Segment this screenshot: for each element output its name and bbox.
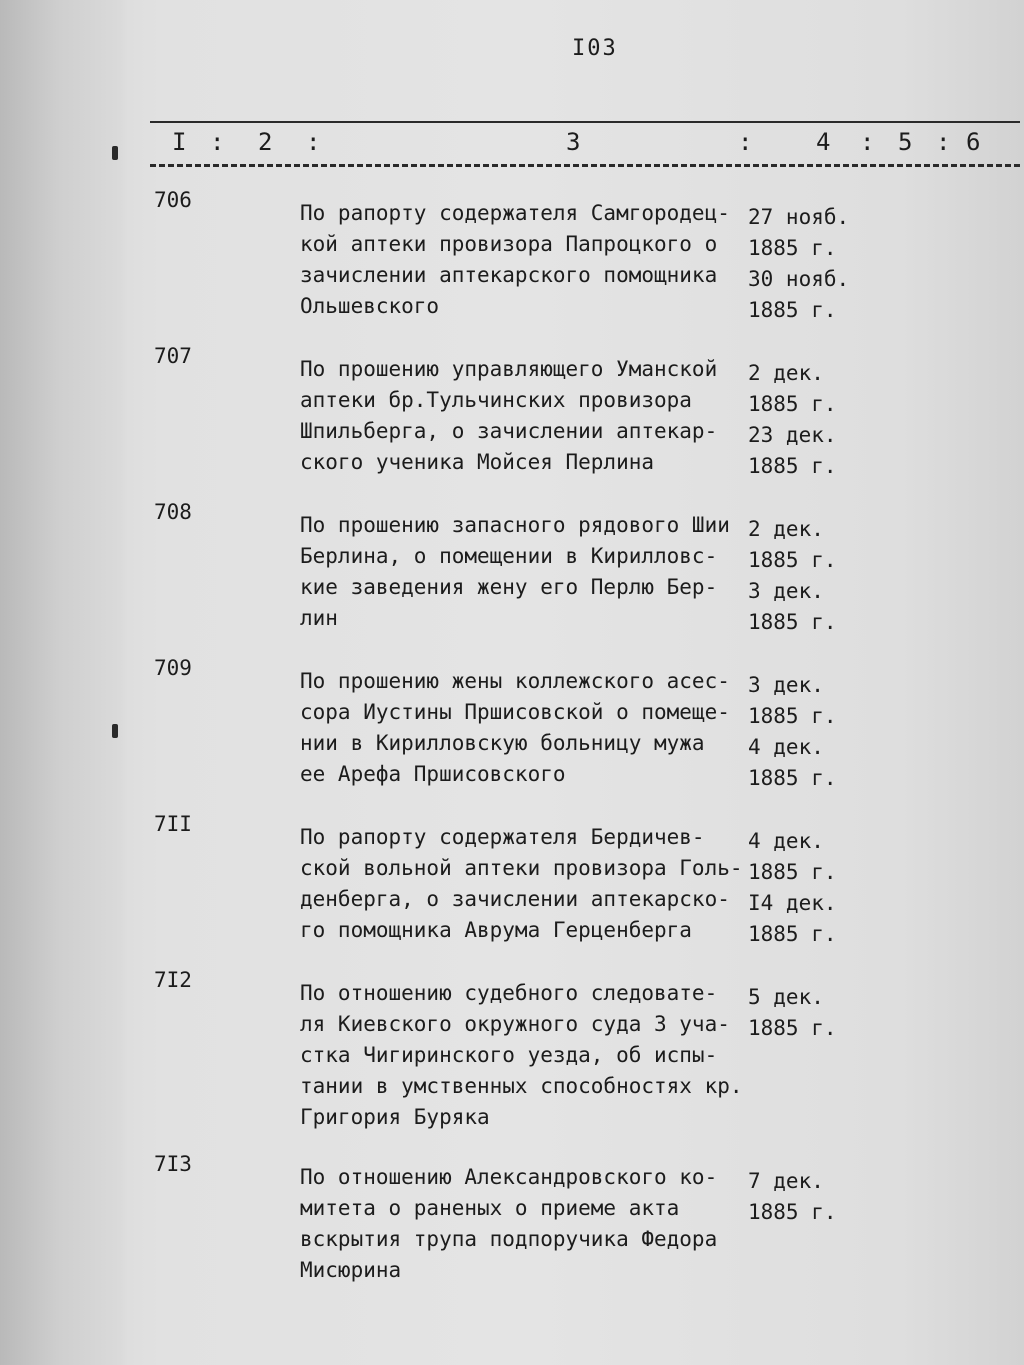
entry-text-line: ля Киевского окружного суда 3 уча- (300, 1012, 730, 1036)
entry-text-line: По рапорту содержателя Бердичев- (300, 825, 705, 849)
entry-description (300, 198, 730, 322)
entry-date-start: 4 дек. (748, 829, 824, 853)
entry-text-line: По отношению судебного следовате- (300, 981, 718, 1005)
entry-number: 7II (154, 812, 192, 836)
entry-date-start-year: 1885 г. (748, 704, 837, 728)
entry-description (300, 978, 743, 1133)
entry-text-line: лин (300, 606, 338, 630)
entry-text-line: стка Чигиринского уезда, об испы- (300, 1043, 718, 1067)
entry-date-start: 5 дек. (748, 985, 824, 1009)
entry-date-start-year: 1885 г. (748, 236, 837, 260)
header-rule-bottom (150, 164, 1020, 167)
column-separator: : (738, 128, 753, 156)
entry-dates (748, 670, 837, 794)
entry-text-line: вскрытия трупа подпоручика Федора (300, 1227, 718, 1251)
page-spine-shadow (0, 0, 128, 1365)
entry-date-start-year: 1885 г. (748, 1200, 837, 1224)
entry-dates (748, 358, 837, 482)
entry-dates (748, 1166, 837, 1228)
entry-description (300, 1162, 717, 1286)
entry-date-end-year: 1885 г. (748, 922, 837, 946)
entry-number: 706 (154, 188, 192, 212)
entry-dates (748, 826, 837, 950)
entry-date-start: 3 дек. (748, 673, 824, 697)
binding-hole (112, 724, 118, 738)
entry-number: 709 (154, 656, 192, 680)
entry-text-line: По прошению жены коллежского асес- (300, 669, 730, 693)
entry-text-line: нии в Кирилловскую больницу мужа (300, 731, 705, 755)
entry-dates (748, 982, 837, 1044)
page-number: I03 (572, 36, 618, 61)
entry-description (300, 354, 717, 478)
entry-text-line: ской вольной аптеки провизора Голь- (300, 856, 743, 880)
entry-text-line: По прошению управляющего Уманской (300, 357, 718, 381)
column-header-6: 6 (966, 128, 981, 156)
entry-text-line: ее Арефа Пршисовского (300, 762, 566, 786)
entry-date-end: 3 дек. (748, 579, 824, 603)
entry-number: 707 (154, 344, 192, 368)
entry-text-line: го помощника Аврума Герценберга (300, 918, 692, 942)
column-header-1: I (172, 128, 187, 156)
entry-date-start: 7 дек. (748, 1169, 824, 1193)
entry-text-line: Берлина, о помещении в Кирилловс- (300, 544, 718, 568)
entry-number: 7I3 (154, 1152, 192, 1176)
entry-text-line: Ольшевского (300, 294, 440, 318)
entry-text-line: Шпильберга, о зачислении аптекар- (300, 419, 718, 443)
column-header-2: 2 (258, 128, 273, 156)
entry-description (300, 510, 730, 634)
entry-dates (748, 514, 837, 638)
entry-description (300, 666, 730, 790)
entry-date-start-year: 1885 г. (748, 548, 837, 572)
entry-dates (748, 202, 849, 326)
entry-date-end-year: 1885 г. (748, 610, 837, 634)
entry-date-end: 4 дек. (748, 735, 824, 759)
entry-text-line: зачислении аптекарского помощника (300, 263, 718, 287)
column-separator: : (860, 128, 875, 156)
entry-text-line: Григория Буряка (300, 1105, 490, 1129)
entry-date-start-year: 1885 г. (748, 1016, 837, 1040)
entry-date-end-year: 1885 г. (748, 454, 837, 478)
entry-date-end-year: 1885 г. (748, 298, 837, 322)
column-separator: : (210, 128, 225, 156)
entry-number: 708 (154, 500, 192, 524)
entry-date-start-year: 1885 г. (748, 392, 837, 416)
entry-text-line: аптеки бр.Тульчинских провизора (300, 388, 692, 412)
column-separator: : (306, 128, 321, 156)
entry-date-start-year: 1885 г. (748, 860, 837, 884)
column-separator: : (936, 128, 951, 156)
entry-description (300, 822, 743, 946)
entry-number: 7I2 (154, 968, 192, 992)
entry-date-start: 2 дек. (748, 517, 824, 541)
header-rule-top (150, 121, 1020, 123)
entry-text-line: кие заведения жену его Перлю Бер- (300, 575, 718, 599)
column-header-4: 4 (816, 128, 831, 156)
binding-hole (112, 146, 118, 160)
entry-text-line: митета о раненых о приеме акта (300, 1196, 680, 1220)
entry-text-line: По рапорту содержателя Самгородец- (300, 201, 730, 225)
entry-date-end: 30 нояб. (748, 267, 850, 291)
entry-text-line: ского ученика Мойсея Перлина (300, 450, 655, 474)
entry-text-line: сора Иустины Пршисовской о помеще- (300, 700, 730, 724)
column-header-5: 5 (898, 128, 913, 156)
entry-text-line: тании в умственных способностях кр. (300, 1074, 743, 1098)
entry-text-line: денберга, о зачислении аптекарско- (300, 887, 730, 911)
entry-date-start: 2 дек. (748, 361, 824, 385)
column-header-3: 3 (566, 128, 581, 156)
entry-date-end: I4 дек. (748, 891, 837, 915)
entry-text-line: кой аптеки провизора Папроцкого о (300, 232, 718, 256)
entry-text-line: По отношению Александровского ко- (300, 1165, 718, 1189)
entry-date-end-year: 1885 г. (748, 766, 837, 790)
entry-text-line: Мисюрина (300, 1258, 402, 1282)
entry-text-line: По прошению запасного рядового Шии (300, 513, 730, 537)
entry-date-end: 23 дек. (748, 423, 837, 447)
entry-date-start: 27 нояб. (748, 205, 850, 229)
